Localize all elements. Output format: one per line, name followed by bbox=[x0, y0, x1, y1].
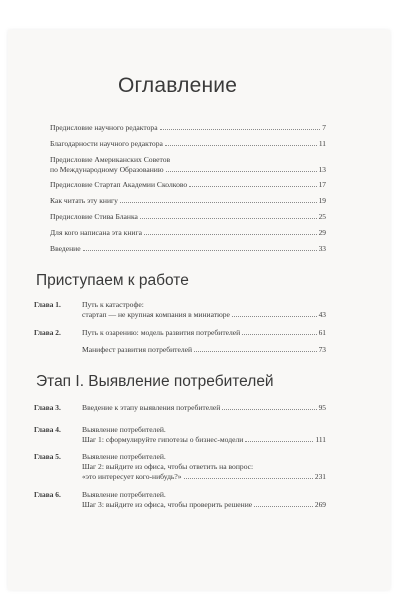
toc-entry bbox=[50, 123, 326, 133]
entry-title: Благодарности научного редактора bbox=[50, 139, 163, 148]
leader-dots bbox=[254, 506, 313, 507]
leader-dots bbox=[165, 145, 317, 146]
chapter-label: Глава 4. bbox=[34, 425, 61, 434]
toc-entry bbox=[50, 244, 326, 254]
chapter-label: Глава 3. bbox=[34, 403, 61, 412]
toc-entry bbox=[50, 196, 326, 206]
leader-dots bbox=[144, 234, 317, 235]
chapter-label: Глава 6. bbox=[34, 490, 61, 499]
entry-title-line: Предисловие Американских Советов bbox=[50, 155, 171, 164]
leader-dots bbox=[184, 478, 313, 479]
entry-title: Шаг 3: выйдите из офиса, чтобы проверить решение bbox=[82, 500, 253, 509]
toc-entry bbox=[50, 180, 326, 190]
entry-title-line: Шаг 2: выйдите из офиса, чтобы ответить на вопрос: bbox=[82, 462, 254, 471]
leader-dots bbox=[194, 351, 317, 352]
toc-entry bbox=[50, 212, 326, 222]
leader-dots bbox=[160, 129, 321, 130]
entry-page: 73 bbox=[318, 345, 326, 354]
leader-dots bbox=[140, 218, 317, 219]
leader-dots bbox=[166, 171, 317, 172]
toc-entry bbox=[82, 490, 326, 510]
entry-page: 231 bbox=[314, 472, 326, 481]
toc-entry bbox=[82, 328, 326, 338]
entry-title: Манифест развития потребителей bbox=[82, 345, 193, 354]
leader-dots bbox=[232, 316, 317, 317]
entry-page: 43 bbox=[318, 310, 326, 319]
entry-page: 11 bbox=[318, 139, 326, 148]
section-title: Приступаем к работе bbox=[36, 272, 189, 289]
toc-entry bbox=[82, 425, 326, 445]
entry-title: Путь к озарению: модель развития потребителей bbox=[82, 328, 241, 337]
section-title: Этап I. Выявление потребителей bbox=[36, 373, 274, 390]
entry-page: 25 bbox=[318, 212, 326, 221]
entry-title: Шаг 1: сформулируйте гипотезы о бизнес-модели bbox=[82, 435, 244, 444]
chapter-label: Глава 2. bbox=[34, 328, 61, 337]
entry-title: Введение к этапу выявления потребителей bbox=[82, 403, 221, 412]
entry-title: «это интересует кого-нибудь?» bbox=[82, 472, 182, 481]
chapter-label: Глава 5. bbox=[34, 452, 61, 461]
entry-title: Предисловие Стива Бланка bbox=[50, 212, 138, 221]
toc-entry bbox=[82, 403, 326, 413]
entry-title: Предисловие Стартап Академии Сколково bbox=[50, 180, 188, 189]
toc-entry bbox=[50, 139, 326, 149]
leader-dots bbox=[120, 202, 317, 203]
entry-page: 7 bbox=[322, 123, 326, 132]
entry-page: 111 bbox=[315, 435, 326, 444]
entry-title: Для кого написана эта книга bbox=[50, 228, 142, 237]
leader-dots bbox=[245, 441, 313, 442]
leader-dots bbox=[242, 334, 316, 335]
entry-page: 19 bbox=[318, 196, 326, 205]
toc-heading: Оглавление bbox=[118, 74, 238, 97]
entry-title: Предисловие научного редактора bbox=[50, 123, 158, 132]
leader-dots bbox=[189, 186, 316, 187]
entry-title-line: Выявление потребителей. bbox=[82, 490, 166, 499]
entry-page: 17 bbox=[318, 180, 326, 189]
entry-title-line: Выявление потребителей. bbox=[82, 425, 166, 434]
entry-title-line: Выявление потребителей. bbox=[82, 452, 166, 461]
entry-page: 29 bbox=[318, 228, 326, 237]
chapter-label: Глава 1. bbox=[34, 300, 61, 309]
entry-page: 61 bbox=[318, 328, 326, 337]
entry-page: 33 bbox=[318, 244, 326, 253]
entry-title: Введение bbox=[50, 244, 81, 253]
toc-entry bbox=[82, 345, 326, 355]
toc-entry bbox=[50, 155, 326, 175]
entry-title-line: Путь к катастрофе: bbox=[82, 300, 144, 309]
entry-page: 13 bbox=[318, 165, 326, 174]
entry-page: 95 bbox=[318, 403, 326, 412]
toc-entry bbox=[82, 452, 326, 482]
entry-title: стартап — не крупная компания в миниатюре bbox=[82, 310, 230, 319]
entry-title: Как читать эту книгу bbox=[50, 196, 118, 205]
leader-dots bbox=[222, 409, 316, 410]
entry-page: 269 bbox=[314, 500, 326, 509]
entry-title: по Международному Образованию bbox=[50, 165, 164, 174]
toc-entry bbox=[50, 228, 326, 238]
leader-dots bbox=[83, 250, 317, 251]
toc-entry bbox=[82, 300, 326, 320]
